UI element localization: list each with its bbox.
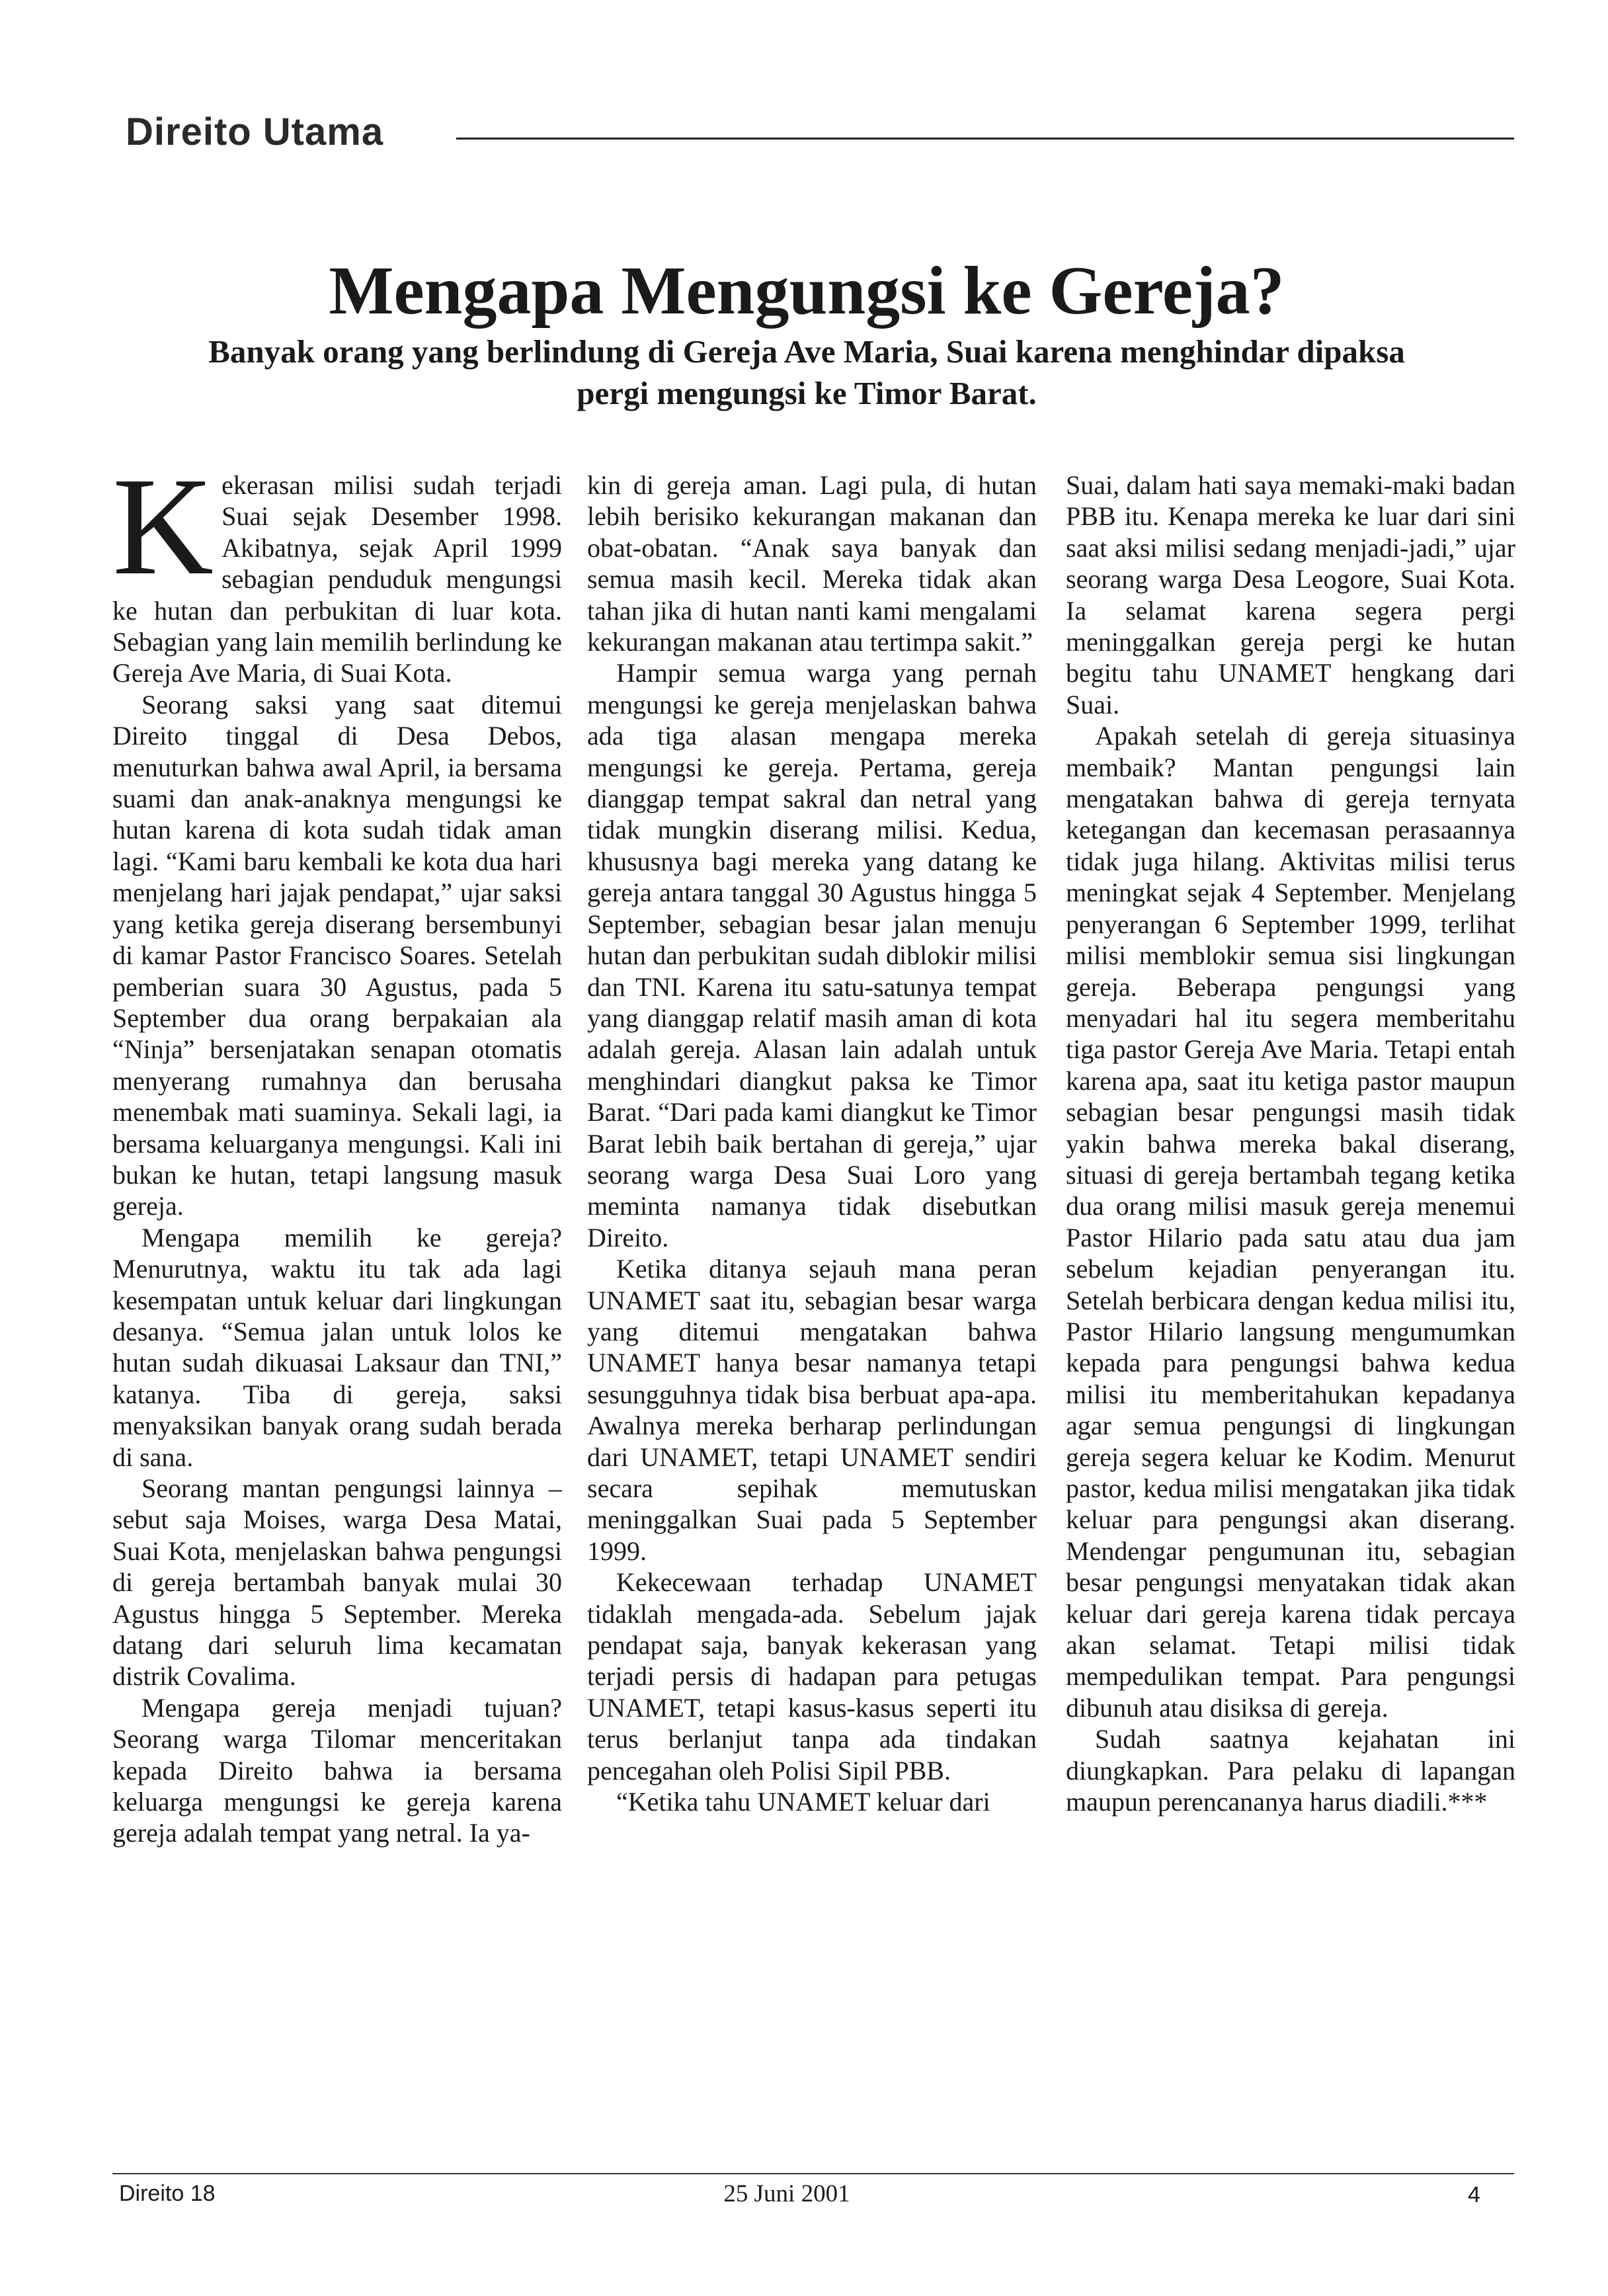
paragraph: Mengapa memilih ke gereja? Menurutnya, waktu itu tak ada lagi kesempatan untuk keluar dari lingkungan desanya. “Semua jalan untuk lolos ke hutan sudah dikuasai Laksaur dan TNI,” katanya. Tiba di gereja, saksi menyaksikan banyak orang sudah berada di sana. [112, 1222, 562, 1472]
paragraph: Suai, dalam hati saya memaki-maki badan PBB itu. Kenapa mereka ke luar dari sini saat aksi milisi sedang menjadi-jadi,” ujar seorang warga Desa Leogore, Suai Kota. Ia selamat karena segera pergi meninggalkan gereja pergi ke hutan begitu tahu UNAMET hengkang dari Suai. [1066, 470, 1515, 719]
paragraph: Hampir semua warga yang pernah mengungsi ke gereja menjelaskan bahwa ada tiga alasan mengapa mereka mengungsi ke gereja. Pertama, gereja dianggap tempat sakral dan netral yang tidak mungkin diserang milisi. Kedua, khususnya bagi mereka yang datang ke gereja antara tanggal 30 Agustus hingga 5 September, sebagian besar jalan menuju hutan dan perbukitan sudah diblokir milisi dan TNI. Karena itu satu-satunya tempat yang dianggap relatif masih aman di kota adalah gereja. Alasan lain adalah untuk menghindari diangkut paksa ke Timor Barat. “Dari pada kami diangkut ke Timor Barat lebih baik bertahan di gereja,” ujar seorang warga Desa Suai Loro yang meminta namanya tidak disebutkan Direito. [587, 658, 1037, 1252]
section-title: Direito Utama [126, 110, 384, 153]
drop-cap: K [112, 470, 214, 604]
paragraph: Apakah setelah di gereja situasinya membaik? Mantan pengungsi lain mengatakan bahwa di gereja ternyata ketegangan dan kecemasan perasaannya tidak juga hilang. Aktivitas milisi terus meningkat sejak 4 September. Menjelang penyerangan 6 September 1999, terlihat milisi memblokir semua sisi lingkungan gereja. Beberapa pengungsi yang menyadari hal itu segera memberitahu tiga pastor Gereja Ave Maria. Tetapi entah karena apa, saat itu ketiga pastor maupun sebagian besar pengungsi masih tidak yakin bahwa mereka bakal diserang, situasi di gereja bertambah tegang ketika dua orang milisi masuk gereja menemui Pastor Hilario pada satu atau dua jam sebelum kejadian penyerangan itu. Setelah berbicara dengan kedua milisi itu, Pastor Hilario langsung mengumumkan kepada para pengungsi bahwa kedua milisi itu memberitahukan kepadanya agar semua pengungsi di lingkungan gereja segera keluar ke Kodim. Menurut pastor, kedua milisi mengatakan jika tidak keluar para pengungsi akan diserang. Mendengar pengumunan itu, sebagian besar pengungsi menyatakan tidak akan keluar dari gereja karena tidak percaya akan selamat. Tetapi milisi tidak mempedulikan tempat. Para pengungsi dibunuh atau disiksa di gereja. [1066, 721, 1515, 1723]
footer-issue: Direito 18 [119, 2181, 216, 2206]
footer-date: 25 Juni 2001 [723, 2180, 850, 2207]
paragraph: Sudah saatnya kejahatan ini diungkapkan. Para pelaku di lapangan maupun perencananya harus diadili.*** [1066, 1724, 1515, 1817]
article-subhead: Banyak orang yang berlindung di Gereja Ave Maria, Suai karena menghindar dipaksa pergi mengungsi ke Timor Barat. [208, 333, 1405, 411]
article-column-2 [587, 470, 1037, 2162]
section-rule [456, 138, 1514, 140]
paragraph: Seorang mantan pengungsi lainnya – sebut saja Moises, warga Desa Matai, Suai Kota, menjelaskan bahwa pengungsi di gereja bertambah banyak mulai 30 Agustus hingga 5 September. Mereka datang dari seluruh lima kecamatan distrik Covalima. [112, 1473, 562, 1692]
paragraph: kin di gereja aman. Lagi pula, di hutan lebih berisiko kekurangan makanan dan obat-obatan. “Anak saya banyak dan semua masih kecil. Mereka tidak akan tahan jika di hutan nanti kami mengalami kekurangan makanan atau tertimpa sakit.” [587, 470, 1037, 657]
paragraph-text: ekerasan milisi sudah terjadi Suai sejak Desember 1998. Akibatnya, sejak April 1999 sebagian penduduk mengungsi ke hutan dan perbukitan di luar kota. Sebagian yang lain memilih berlindung ke Gereja Ave Maria, di Suai Kota. [112, 470, 562, 688]
paragraph [112, 470, 562, 689]
paragraph: Ketika ditanya sejauh mana peran UNAMET saat itu, sebagian besar warga yang ditemui mengatakan bahwa UNAMET hanya besar namanya tetapi sesungguhnya tidak bisa berbuat apa-apa. Awalnya mereka berharap perlindungan dari UNAMET, tetapi UNAMET sendiri secara sepihak memutuskan meninggalkan Suai pada 5 September 1999. [587, 1254, 1037, 1566]
article-column-1 [112, 470, 562, 2162]
article-column-3 [1066, 470, 1515, 2162]
page-number: 4 [1468, 2182, 1480, 2207]
paragraph: “Ketika tahu UNAMET keluar dari [616, 1787, 990, 1817]
footer-rule [112, 2173, 1514, 2174]
section-header [126, 106, 1514, 165]
paragraph: Kekecewaan terhadap UNAMET tidaklah mengada-ada. Sebelum jajak pendapat saja, banyak kekerasan yang terjadi persis di hadapan para petugas UNAMET, tetapi kasus-kasus seperti itu terus berlanjut tanpa ada tindakan pencegahan oleh Polisi Sipil PBB. [587, 1567, 1037, 1785]
paragraph: Seorang saksi yang saat ditemui Direito tinggal di Desa Debos, menuturkan bahwa awal April, ia bersama suami dan anak-anaknya mengungsi ke hutan karena di kota sudah tidak aman lagi. “Kami baru kembali ke kota dua hari menjelang hari jajak pendapat,” ujar saksi yang ketika gereja diserang bersembunyi di kamar Pastor Francisco Soares. Setelah pemberian suara 30 Agustus, pada 5 September dua orang berpakaian ala “Ninja” bersenjatakan senapan otomatis menyerang rumahnya dan berusaha menembak mati suaminya. Sekali lagi, ia bersama keluarganya mengungsi. Kali ini bukan ke hutan, tetapi langsung masuk gereja. [112, 689, 562, 1221]
paragraph: Mengapa gereja menjadi tujuan? Seorang warga Tilomar menceritakan kepada Direito bahwa ia bersama keluarga mengungsi ke gereja karena gereja adalah tempat yang netral. Ia ya- [112, 1692, 562, 1848]
article-headline: Mengapa Mengungsi ke Gereja? [329, 253, 1285, 329]
